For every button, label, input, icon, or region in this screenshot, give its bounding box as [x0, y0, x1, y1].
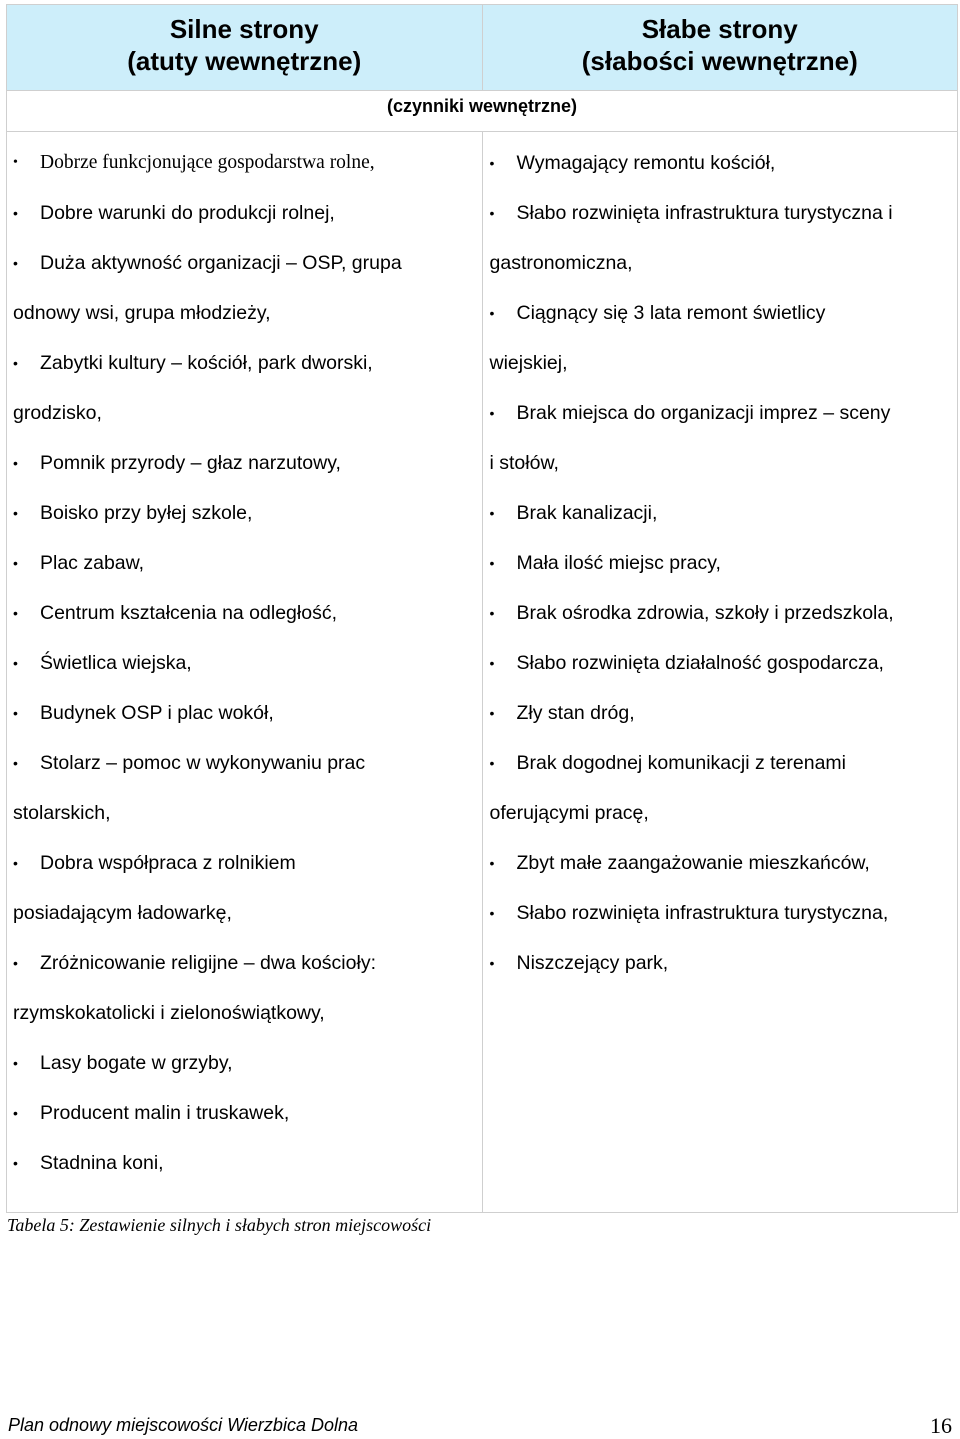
bullet-icon: •: [13, 755, 18, 771]
bullet-icon: •: [489, 205, 495, 221]
strengths-header-subtitle: (atuty wewnętrzne): [127, 46, 362, 76]
weakness-item: [489, 738, 954, 838]
weakness-item: [489, 388, 954, 488]
strength-item: [13, 238, 478, 338]
weakness-item: [489, 188, 954, 288]
strength-item: [13, 838, 478, 938]
weakness-item: [489, 538, 954, 588]
item-text-continued: posiadającym ładowarkę,: [13, 902, 232, 924]
factors-subheader: (czynniki wewnętrzne): [7, 91, 958, 132]
item-text: Stolarz – pomoc w wykonywaniu prac: [40, 752, 366, 774]
page-number: 16: [930, 1413, 952, 1438]
bullet-icon: •: [489, 305, 495, 321]
weakness-item: [489, 938, 954, 988]
bullet-icon: •: [13, 1105, 18, 1121]
item-text: Brak dogodnej komunikacji z terenami: [516, 752, 847, 774]
item-text: Słabo rozwinięta infrastruktura turystyczna,: [516, 902, 889, 924]
weakness-item: [489, 588, 954, 638]
bullet-icon: •: [13, 155, 18, 170]
bullet-icon: •: [489, 705, 495, 721]
item-text-continued: rzymskokatolicki i zielonoświątkowy,: [13, 1002, 325, 1024]
item-text: Dobrze funkcjonujące gospodarstwa rolne,: [40, 152, 375, 173]
item-text: Ciągnący się 3 lata remont świetlicy: [516, 302, 826, 324]
weaknesses-header-subtitle: (słabości wewnętrzne): [581, 46, 858, 76]
weakness-item: [489, 288, 954, 388]
bullet-icon: •: [489, 655, 495, 671]
item-text: Brak kanalizacji,: [516, 502, 658, 524]
bullet-icon: •: [489, 605, 495, 621]
item-text: Słabo rozwinięta działalność gospodarcza,: [516, 652, 884, 674]
strength-item: [13, 1038, 478, 1088]
strength-item: [13, 338, 478, 438]
weakness-item: [489, 488, 954, 538]
strength-item: [13, 1088, 478, 1138]
strength-item: [13, 488, 478, 538]
item-text: Zróżnicowanie religijne – dwa kościoły:: [40, 952, 376, 974]
strength-item: [13, 138, 478, 188]
bullet-icon: •: [489, 955, 495, 971]
item-text: Słabo rozwinięta infrastruktura turystyczna i: [516, 202, 893, 224]
bullet-icon: •: [489, 905, 495, 921]
weakness-item: [489, 838, 954, 888]
item-text: Boisko przy byłej szkole,: [40, 502, 253, 524]
strength-item: [13, 938, 478, 1038]
item-text: Wymagający remontu kościół,: [516, 152, 776, 174]
item-text-continued: i stołów,: [489, 452, 559, 474]
weakness-item: [489, 688, 954, 738]
weaknesses-column: [482, 132, 958, 1213]
item-text: Duża aktywność organizacji – OSP, grupa: [40, 252, 402, 274]
strength-item: [13, 688, 478, 738]
bullet-icon: •: [13, 455, 18, 471]
strength-item: [13, 538, 478, 588]
bullet-icon: •: [13, 605, 18, 621]
item-text: Producent malin i truskawek,: [40, 1102, 290, 1124]
strengths-column: [7, 132, 483, 1213]
bullet-icon: •: [489, 405, 495, 421]
item-text: Plac zabaw,: [40, 552, 145, 574]
bullet-icon: •: [489, 855, 495, 871]
item-text: Brak miejsca do organizacji imprez – sceny: [516, 402, 891, 424]
bullet-icon: •: [13, 1055, 18, 1071]
strengths-header: [7, 5, 483, 91]
item-text: Dobre warunki do produkcji rolnej,: [40, 202, 335, 224]
footer-title: Plan odnowy miejscowości Wierzbica Dolna: [8, 1415, 358, 1435]
bullet-icon: •: [13, 705, 18, 721]
weaknesses-list: [489, 132, 954, 988]
bullet-icon: •: [13, 1155, 18, 1171]
item-text: Lasy bogate w grzyby,: [40, 1052, 233, 1074]
strength-item: [13, 1138, 478, 1188]
bullet-icon: •: [489, 505, 495, 521]
item-text-continued: grodzisko,: [13, 402, 102, 424]
strength-item: [13, 438, 478, 488]
item-text: Budynek OSP i plac wokół,: [40, 702, 274, 724]
weakness-item: [489, 888, 954, 938]
weakness-item: [489, 638, 954, 688]
strength-item: [13, 188, 478, 238]
item-text: Dobra współpraca z rolnikiem: [40, 852, 296, 874]
item-text: Zbyt małe zaangażowanie mieszkańców,: [516, 852, 870, 874]
bullet-icon: •: [13, 655, 18, 671]
strength-item: [13, 588, 478, 638]
item-text-continued: gastronomiczna,: [489, 252, 633, 274]
bullet-icon: •: [489, 555, 495, 571]
bullet-icon: •: [489, 755, 495, 771]
item-text-continued: odnowy wsi, grupa młodzieży,: [13, 302, 271, 324]
weakness-item: [489, 138, 954, 188]
item-text: Mała ilość miejsc pracy,: [516, 552, 721, 574]
bullet-icon: •: [13, 255, 18, 271]
bullet-icon: •: [13, 355, 18, 371]
bullet-icon: •: [13, 205, 18, 221]
item-text-continued: oferującymi pracę,: [489, 802, 649, 824]
strengths-header-title: Silne strony: [169, 14, 319, 44]
weaknesses-header-title: Słabe strony: [641, 14, 798, 44]
item-text: Świetlica wiejska,: [40, 652, 192, 674]
swot-table: [6, 4, 958, 1213]
item-text: Pomnik przyrody – głaz narzutowy,: [40, 452, 341, 474]
item-text: Niszczejący park,: [516, 952, 669, 974]
strength-item: [13, 738, 478, 838]
item-text: Zabytki kultury – kościół, park dworski,: [40, 352, 373, 374]
item-text-continued: stolarskich,: [13, 802, 111, 824]
strengths-list: [13, 132, 478, 1188]
bullet-icon: •: [13, 505, 18, 521]
weaknesses-header: [482, 5, 958, 91]
table-caption: Tabela 5: Zestawienie silnych i słabych stron miejscowości: [7, 1215, 432, 1235]
item-text-continued: wiejskiej,: [489, 352, 568, 374]
bullet-icon: •: [489, 155, 495, 171]
item-text: Zły stan dróg,: [516, 702, 635, 724]
item-text: Centrum kształcenia na odległość,: [40, 602, 337, 624]
bullet-icon: •: [13, 855, 18, 871]
item-text: Brak ośrodka zdrowia, szkoły i przedszkola,: [516, 602, 894, 624]
bullet-icon: •: [13, 555, 18, 571]
strength-item: [13, 638, 478, 688]
bullet-icon: •: [13, 955, 18, 971]
item-text: Stadnina koni,: [40, 1152, 164, 1174]
